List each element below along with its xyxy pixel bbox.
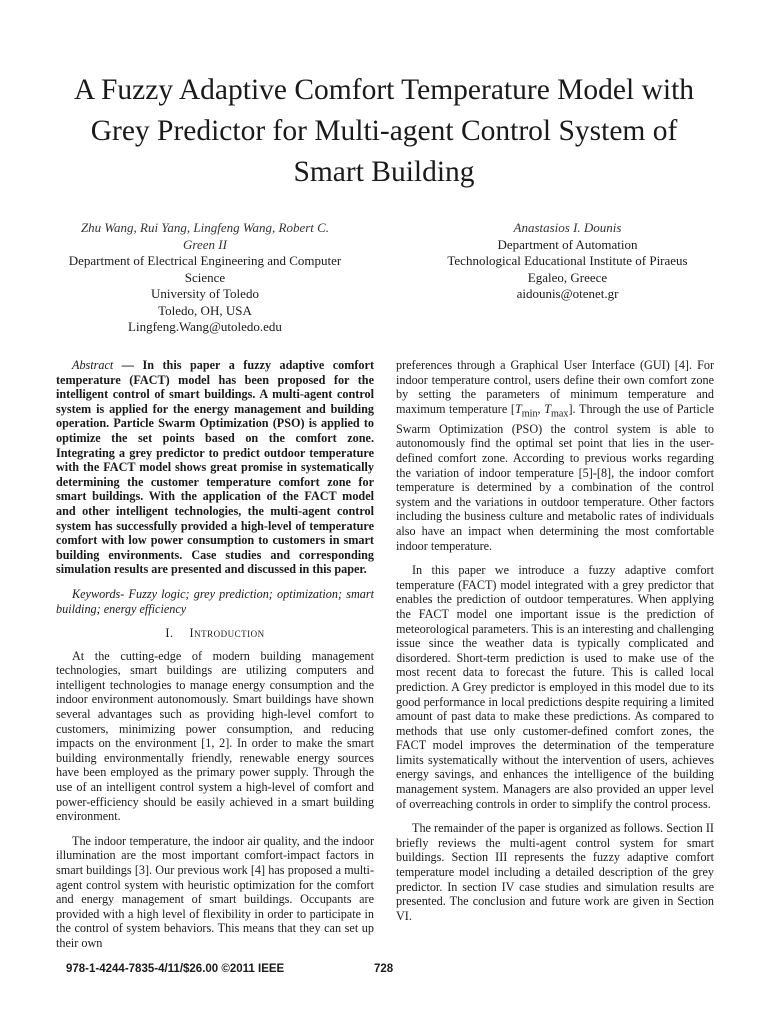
affiliation-left-2: Science [184,269,226,285]
author-names-left-1: Zhu Wang, Rui Yang, Lingfeng Wang, Robert C. [80,220,330,235]
intro-paragraph-1: At the cutting-edge of modern building management technologies, smart buildings are utilizing computers and intelligent technologies to manage energy consumption and the indoor environment autonomously. Smart buildings have shown several advantages such as providing high-level comfort to customers, minimizing power consumption, and reducing impacts on the environment [1, 2]. In order to make the smart building environmentally friendly, renewable energy sources have been employed as the primary power supply. Through the use of an intelligent control system a high-level of comfort and power-efficiency should be easily achieved in a smart building environment. [56,648,374,824]
author-block-left [55,220,355,336]
section-number: I. [165,626,174,641]
tmax-subscript: max [551,408,569,420]
author-names-left-2: Green II [183,236,227,252]
affiliation-right-3: Egaleo, Greece [527,269,608,285]
affiliation-right-1: Department of Automation [497,236,638,252]
abstract [56,358,374,577]
title-line-1: A Fuzzy Adaptive Comfort Temperature Model with [73,74,695,106]
section-name: Introduction [189,626,265,641]
right-paragraph-1-part-2: ]. Through the use of Particle Swarm Optimization (PSO) the control system is able to autonomously find the optimal set point that lies in the user-defined comfort zone. According to previous works regarding the variation of indoor temperature [5]-[8], the indoor comfort temperature is determined by a combination of the control system and the variations in outdoor temperature. Other factors including the business culture and metabolic rates of individuals also have an impact when determining the most comfortable indoor temperature. [396,401,715,553]
tmin-symbol: T [514,401,522,416]
footer-page-number: 728 [374,963,394,975]
abstract-label: Abstract [72,358,114,372]
section-heading-introduction [56,626,374,641]
author-block-right [405,220,730,303]
right-paragraph-3: The remainder of the paper is organized as follows. Section II briefly reviews the multi-agent control system for smart buildings. Section III represents the fuzzy adaptive comfort temperature model including a detailed description of the grey predictor. In section IV case studies and simulation results are presented. The conclusion and future work are given in Section VI. [396,821,714,923]
bracket-separator: , [537,401,545,416]
affiliation-left-1: Department of Electrical Engineering and Computer [68,253,342,268]
abstract-text: — In this paper a fuzzy adaptive comfort temperature (FACT) model has been proposed for the intelligent control of smart buildings. A multi-agent control system is applied for the energy management and building operation. Particle Swarm Optimization (PSO) is applied to optimize the set points based on the comfort zone. Integrating a grey predictor to predict outdoor temperature with the FACT model shows great promise in systematically determining the customer temperature comfort zone for smart buildings. With the application of the FACT model and other intelligent technologies, the multi-agent control system has successfully provided a high-level of temperature comfort with low power consumption to customers in smart building environments. Case studies and corresponding simulation results are presented and discussed in this paper. [56,358,374,577]
affiliation-left-3: University of Toledo [151,286,259,301]
title-line-3: Smart Building [293,156,475,188]
author-email-right: aidounis@otenet.gr [516,286,619,301]
title-line-2: Grey Predictor for Multi-agent Control System of [90,115,678,147]
affiliation-left-4: Toledo, OH, USA [158,302,252,318]
author-email-left: Lingfeng.Wang@utoledo.edu [128,319,282,334]
keywords: Keywords- Fuzzy logic; grey prediction; optimization; smart building; energy efficiency [56,586,374,616]
tmax-symbol: T [544,401,551,416]
right-paragraph-1-part-1: preferences through a Graphical User Interface (GUI) [4]. For indoor temperature control, users define their own comfort zone by setting the parameters of minimum temperature and maximum temperature [ [396,358,714,416]
footer-copyright: 978-1-4244-7835-4/11/$26.00 ©2011 IEEE [66,963,285,975]
author-names-right: Anastasios I. Dounis [513,220,622,235]
left-column [56,358,374,961]
intro-paragraph-2: The indoor temperature, the indoor air quality, and the indoor illumination are the most important comfort-impact factors in smart buildings [3]. Our previous work [4] has proposed a multi-agent control system with heuristic optimization for the comfort and energy management of smart buildings. Occupants are provided with a high level of flexibility in order to participate in the control of system behaviors. This means that they can set up their own [56,833,374,950]
tmin-subscript: min [521,408,538,420]
right-paragraph-1 [396,358,714,553]
affiliation-right-2: Technological Educational Institute of Piraeus [447,253,688,268]
right-paragraph-2: In this paper we introduce a fuzzy adaptive comfort temperature (FACT) model integrated with a grey predictor that enables the prediction of outdoor temperatures. When applying the FACT model one important issue is the prediction of meteorological parameters. This is an interesting and challenging issue since the weather data is typically complicated and disordered. Short-term prediction is used to make use of the most recent data to forecast the future. This is called local prediction. A Grey predictor is employed in this model due to its good performance in local predictions despite requiring a limited amount of past data to make these predictions. As compared to methods that use only customer-defined comfort zones, the FACT model improves the determination of the temperature limits systematically without the intervention of users, achieves energy savings, and enhances the intelligence of the building management system. Managers are also provided an upper level of overreaching controls in order to simplify the control process. [396,563,714,811]
right-column [396,358,714,933]
paper-title [40,70,728,193]
